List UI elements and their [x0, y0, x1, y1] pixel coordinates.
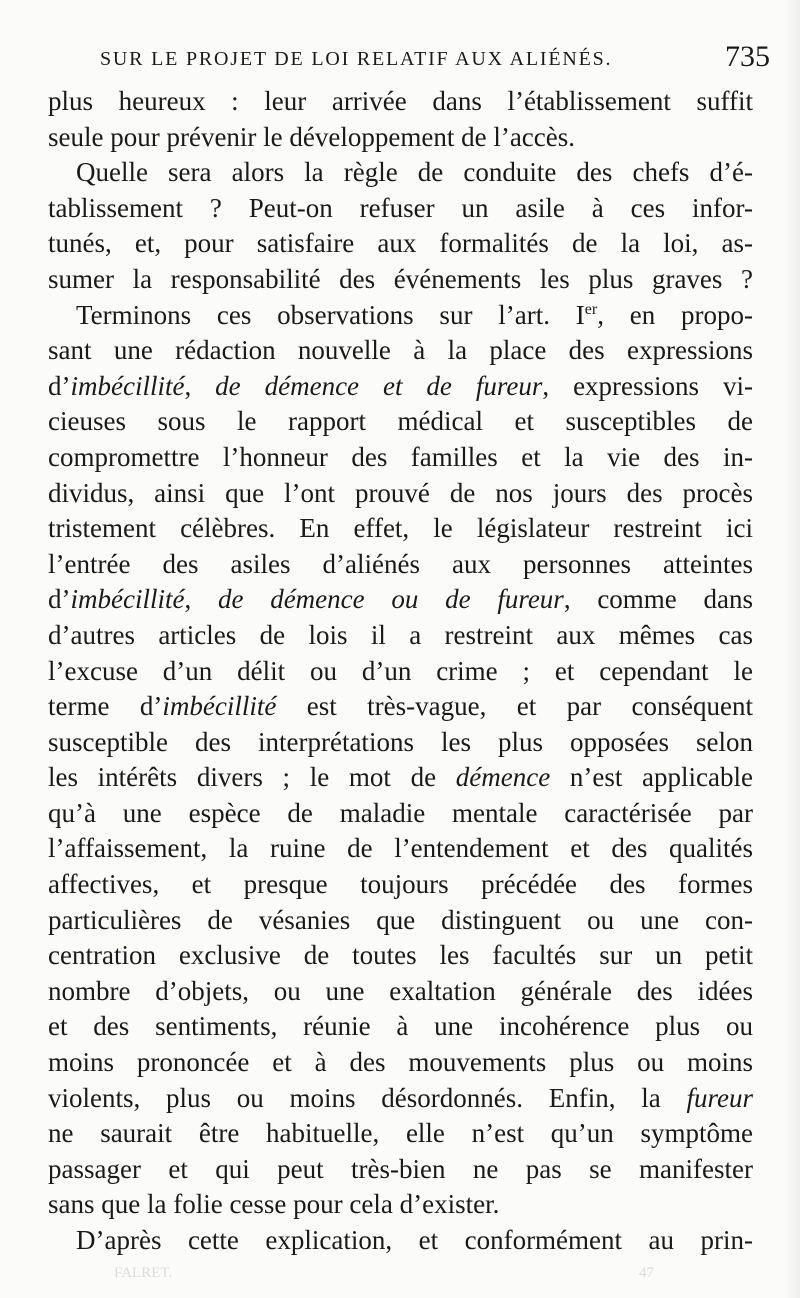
text-run: les intérêts divers ; le mot de: [48, 762, 456, 793]
text-line: [48, 582, 753, 618]
italic-term: de démence ou de fureur: [217, 584, 564, 615]
text-line: tablissement ? Peut-on refuser un asile à ces infor-: [48, 192, 753, 223]
text-line: [48, 298, 753, 334]
text-run: , comme dans: [563, 584, 754, 615]
text-line: susceptible des interprétations les plus opposées selon: [48, 726, 753, 757]
italic-term: imbécillité: [162, 691, 277, 722]
text-line: l’affaissement, la ruine de l’entendement et des qualités: [48, 833, 753, 864]
page-header: [48, 40, 770, 74]
text-line: sans que la folie cesse pour cela d’exister.: [48, 1189, 500, 1220]
signature-mark: FALRET.: [114, 1265, 173, 1281]
text-run: d’: [48, 584, 71, 615]
text-line: centration exclusive de toutes les facultés sur un petit: [48, 940, 753, 971]
text-line: qu’à une espèce de maladie mentale caractérisée par: [48, 797, 753, 828]
text-line: [48, 760, 753, 796]
italic-term: imbécillité: [70, 370, 185, 401]
text-line: plus heureux : leur arrivée dans l’établissement suffit: [48, 86, 753, 116]
text-line: seule pour prévenir le développement de l’accès.: [48, 121, 576, 152]
italic-term: fureur: [686, 1082, 753, 1113]
text-line: sant une rédaction nouvelle à la place des expressions: [48, 335, 753, 366]
paragraph-continuation: [48, 84, 753, 155]
text-line: D’après cette explication, et conformément au prin-: [76, 1225, 753, 1255]
text-line: Quelle sera alors la règle de conduite des chefs d’é-: [76, 157, 753, 188]
text-run: est très-vague, et par conséquent: [276, 691, 754, 722]
page-edge-shadow: [784, 0, 800, 1298]
text-line: l’entrée des asiles d’aliénés aux personnes atteintes: [48, 548, 753, 579]
text-line: particulières de vésanies que distinguent ou une con-: [48, 904, 753, 935]
page-footer: [114, 1265, 654, 1285]
text-line: passager et qui peut très-bien ne pas se manifester: [48, 1153, 753, 1184]
page-number: 735: [725, 40, 770, 73]
text-line: sumer la responsabilité des événements les plus graves ?: [48, 263, 753, 294]
text-run: violents, plus ou moins désordonnés. Enfin, la: [48, 1082, 687, 1113]
superscript: er: [584, 300, 598, 318]
text-line: l’excuse d’un délit ou d’un crime ; et cependant le: [48, 655, 753, 686]
text-line: et des sentiments, réunie à une incohérence plus ou: [48, 1011, 753, 1042]
gathering-number: 47: [639, 1265, 654, 1281]
paragraph-question: [48, 155, 753, 297]
text-run: , expressions vi-: [542, 370, 754, 401]
text-line: compromettre l’honneur des familles et la vie des in-: [48, 441, 753, 472]
text-line: nombre d’objets, ou une exaltation générale des idées: [48, 975, 753, 1006]
paragraph-main: [48, 298, 753, 1223]
text-run: ,: [184, 370, 216, 401]
text-line: [48, 369, 753, 405]
italic-term: de démence et de fureur: [215, 370, 543, 401]
text-line: [48, 689, 753, 725]
text-line: affectives, et presque toujours précédée des formes: [48, 869, 753, 900]
text-line: dividus, ainsi que l’ont prouvé de nos jours des procès: [48, 477, 753, 508]
text-line: [48, 1081, 753, 1117]
italic-term: démence: [455, 762, 551, 793]
running-head: SUR LE PROJET DE LOI RELATIF AUX ALIÉNÉS.: [100, 48, 613, 70]
text-line: moins prononcée et à des mouvements plus ou moins: [48, 1047, 753, 1078]
text-run: ,: [184, 584, 218, 615]
text-run: Terminons ces observations sur l’art. I: [76, 299, 585, 330]
body-text: [48, 84, 753, 1259]
text-line: tunés, et, pour satisfaire aux formalités de la loi, as-: [48, 228, 753, 259]
paragraph-next: [48, 1223, 753, 1259]
text-line: ne saurait être habituelle, elle n’est qu’un symptôme: [48, 1118, 753, 1149]
text-line: d’autres articles de lois il a restreint aux mêmes cas: [48, 619, 753, 650]
text-run: n’est applicable: [550, 762, 753, 793]
text-run: terme d’: [48, 691, 163, 722]
text-run: d’: [48, 370, 71, 401]
italic-term: imbécillité: [70, 584, 185, 615]
text-line: tristement célèbres. En effet, le législateur restreint ici: [48, 513, 753, 544]
text-run: , en propo-: [597, 299, 753, 330]
text-line: cieuses sous le rapport médical et susceptibles de: [48, 406, 753, 437]
